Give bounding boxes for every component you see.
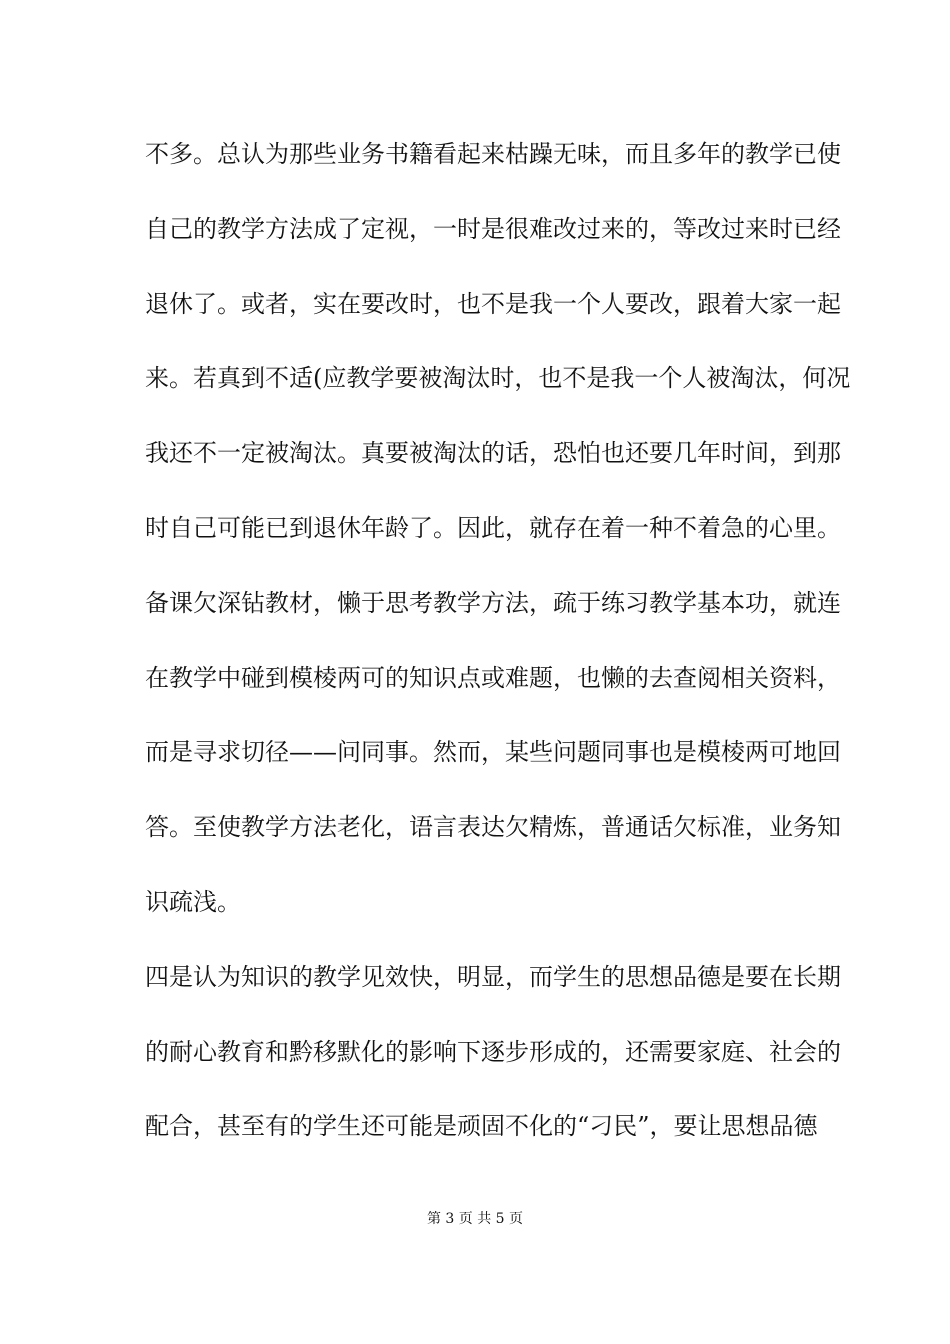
text-line-9: 而是寻求切径——问同事。然而，某些问题同事也是模棱两可地回 xyxy=(145,738,841,767)
text-line-12: 四是认为知识的教学见效快，明显，而学生的思想品德是要在长期 xyxy=(145,962,841,991)
body-text xyxy=(145,132,851,1179)
text-line-13: 的耐心教育和黔移默化的影响下逐步形成的，还需要家庭、社会的 xyxy=(145,1037,841,1066)
text-line-7: 备课欠深钻教材，懒于思考教学方法，疏于练习教学基本功，就连 xyxy=(145,588,841,617)
text-line-1: 不多。总认为那些业务书籍看起来枯躁无味，而且多年的教学已使 xyxy=(145,140,841,168)
text-line-2: 自己的教学方法成了定视，一时是很难改过来的，等改过来时已经 xyxy=(145,214,841,243)
text-line-8: 在教学中碰到模棱两可的知识点或难题，也懒的去查阅相关资料， xyxy=(145,663,841,692)
page-footer xyxy=(0,1209,950,1229)
text-line-4: 来。若真到不适(应教学要被淘汰时，也不是我一个人被淘汰，何况 xyxy=(145,364,851,393)
text-line-6: 时自己可能已到退休年龄了。因此，就存在着一种不着急的心里。 xyxy=(145,513,841,542)
text-line-14: 配合，甚至有的学生还可能是顽固不化的“刁民”，要让思想品德 xyxy=(145,1112,818,1141)
text-line-11: 识疏浅。 xyxy=(145,887,241,916)
page-number-label: 第 3 页 共 5 页 xyxy=(426,1211,524,1227)
text-line-10: 答。至使教学方法老化，语言表达欠精炼，普通话欠标准，业务知 xyxy=(145,813,841,842)
text-line-5: 我还不一定被淘汰。真要被淘汰的话，恐怕也还要几年时间，到那 xyxy=(145,439,841,468)
text-line-3: 退休了。或者，实在要改时，也不是我一个人要改，跟着大家一起 xyxy=(145,289,841,318)
